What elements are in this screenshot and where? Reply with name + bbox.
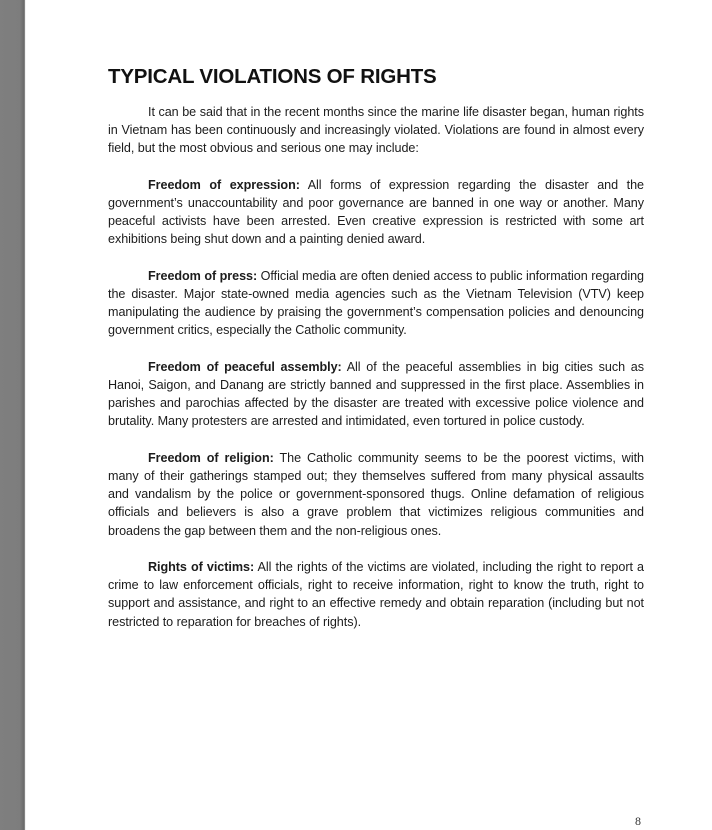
section-heading: Freedom of peaceful assembly: [148, 359, 342, 374]
section-heading: Freedom of expression: [148, 177, 300, 192]
page-number: 8 [635, 814, 641, 828]
section-freedom-of-press [108, 267, 644, 340]
intro-paragraph: It can be said that in the recent months since the marine life disaster began, human rights in Vietnam has been continuously and increasingly violated. Violations are found in almost every field, but the most obvious and serious one may include: [108, 105, 644, 156]
section-text: All of the peaceful assemblies in big cities such as Hanoi, Saigon, and Danang are strictly banned and suppressed in the first place. Assemblies in parishes and parochias affected by the disaster are treated with excessive police violence and brutality. Many protesters are arrested and intimidated, even tortured in police custody. [108, 359, 644, 429]
viewer-gutter [0, 0, 25, 830]
section-text: Official media are often denied access to public information regarding the disaster. Major state-owned media agencies such as the Vietnam Television (VTV) keep manipulating the audience by praising the government’s compensation policies and denouncing government critics, especially the Catholic community. [108, 268, 644, 338]
section-heading: Freedom of press: [148, 268, 258, 283]
section-freedom-of-religion [108, 449, 644, 540]
document-page [25, 0, 712, 830]
section-freedom-of-peaceful-assembly [108, 358, 644, 431]
section-text: All forms of expression regarding the disaster and the government’s unaccountability and poor governance are banned in one way or another. Many peaceful activists have been arrested. Even creative expression is restricted with some art exhibitions being shut down and a painting denied award. [108, 177, 644, 247]
section-rights-of-victims [108, 558, 644, 631]
section-text: The Catholic community seems to be the poorest victims, with many of their gatherings stamped out; they themselves suffered from many physical assaults and vandalism by the police or government-sponsored thugs. Online defamation of religious officials and believers is also a grave problem that victimizes religious communities and broadens the gap between them and the non-religious ones. [108, 450, 644, 538]
section-heading: Freedom of religion: [148, 450, 274, 465]
section-text: All the rights of the victims are violated, including the right to report a crime to law enforcement officials, right to receive information, right to know the truth, right to support and assistance, and right to an effective remedy and obtain reparation (including but not restricted to reparation for breaches of rights). [108, 560, 644, 629]
page-title: TYPICAL VIOLATIONS OF RIGHTS [108, 65, 437, 88]
section-freedom-of-expression [108, 176, 644, 249]
page-content [108, 64, 644, 649]
section-heading: Rights of victims: [148, 560, 255, 574]
